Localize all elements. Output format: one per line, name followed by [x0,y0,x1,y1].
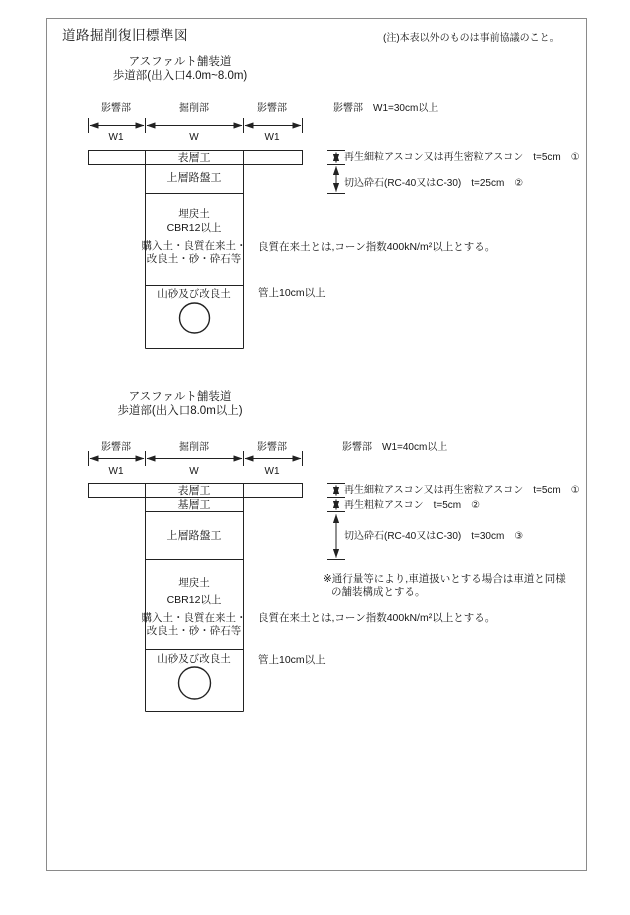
d1-layer-base: 上層路盤工 [166,172,222,184]
d2-layer-base: 上層路盤工 [166,530,222,542]
d2-subtitle-line2: 歩道部(出入口8.0m以上) [117,405,243,417]
d2-annotation-base: 切込砕石(RC-40又はC-30) t=30cm ③ [344,531,524,542]
d1-dim-label-left: 影響部 [101,103,131,114]
d2-fill-line: 埋戻土 [178,577,210,589]
d2-annotation-surface: 再生細粒アスコン又は再生密粒アスコン t=5cm ① [344,485,580,496]
d2-pipe-note: 管上10cm以上 [258,654,326,666]
diagram1-thickness-callouts [327,151,345,194]
d1-fill-line: CBR12以上 [166,222,222,234]
d2-dim-w: W [189,466,199,477]
d1-fill-line: 購入土・良質在来土・ [141,240,247,252]
d2-quality-note: 良質在来土とは,コーン指数400kN/m²以上とする。 [258,612,496,624]
d2-traffic-note-line2: の舗装構成とする。 [331,586,426,598]
diagram1-dimension-lines [89,118,303,133]
d2-subtitle-line1: アスファルト舗装道 [128,391,232,403]
d1-pipe-note: 管上10cm以上 [258,287,326,299]
d1-dim-w: W [189,132,199,143]
d1-pipe-layer-label: 山砂及び改良土 [157,288,231,300]
d1-side-note: 影響部 W1=30cm以上 [333,103,439,114]
d2-annotation-binder: 再生粗粒アスコン t=5cm ② [344,500,481,511]
header-note: (注)本表以外のものは事前協議のこと。 [383,33,560,44]
pipe-circle [180,303,210,333]
d1-subtitle-line1: アスファルト舗装道 [128,56,232,68]
d2-side-note: 影響部 W1=40cm以上 [342,442,448,453]
d2-dim-w1-right: W1 [264,466,280,477]
page-title: 道路掘削復旧標準図 [62,28,188,43]
d1-subtitle-line2: 歩道部(出入口4.0m~8.0m) [112,70,248,82]
d2-pipe-layer-label: 山砂及び改良土 [157,653,231,665]
d2-dim-label-right: 影響部 [257,442,287,453]
d2-fill-line: CBR12以上 [166,594,222,606]
d2-fill-line: 購入土・良質在来土・ [141,612,247,624]
d2-layer-surface: 表層工 [177,485,211,497]
diagram2-thickness-callouts [327,484,345,560]
d2-traffic-note-line1: ※通行量等により,車道扱いとする場合は車道と同様 [323,573,566,585]
d1-dim-label-right: 影響部 [257,103,287,114]
d1-layer-surface: 表層工 [177,152,211,164]
d1-annotation-base: 切込砕石(RC-40又はC-30) t=25cm ② [344,178,524,189]
d1-annotation-surface: 再生細粒アスコン又は再生密粒アスコン t=5cm ① [344,152,580,163]
d1-dim-w1-left: W1 [108,132,124,143]
d1-fill-line: 改良土・砂・砕石等 [146,253,242,265]
d1-fill-line: 埋戻土 [178,208,210,220]
d2-dim-w1-left: W1 [108,466,124,477]
d2-dim-label-left: 影響部 [101,442,131,453]
d2-fill-line: 改良土・砂・砕石等 [146,625,242,637]
pipe-circle [179,667,211,699]
d2-layer-binder: 基層工 [177,499,211,511]
d1-quality-note: 良質在来土とは,コーン指数400kN/m²以上とする。 [258,241,496,253]
d1-dim-w1-right: W1 [264,132,280,143]
d2-dim-label-mid: 掘削部 [179,442,209,453]
d1-dim-label-mid: 掘削部 [179,103,209,114]
